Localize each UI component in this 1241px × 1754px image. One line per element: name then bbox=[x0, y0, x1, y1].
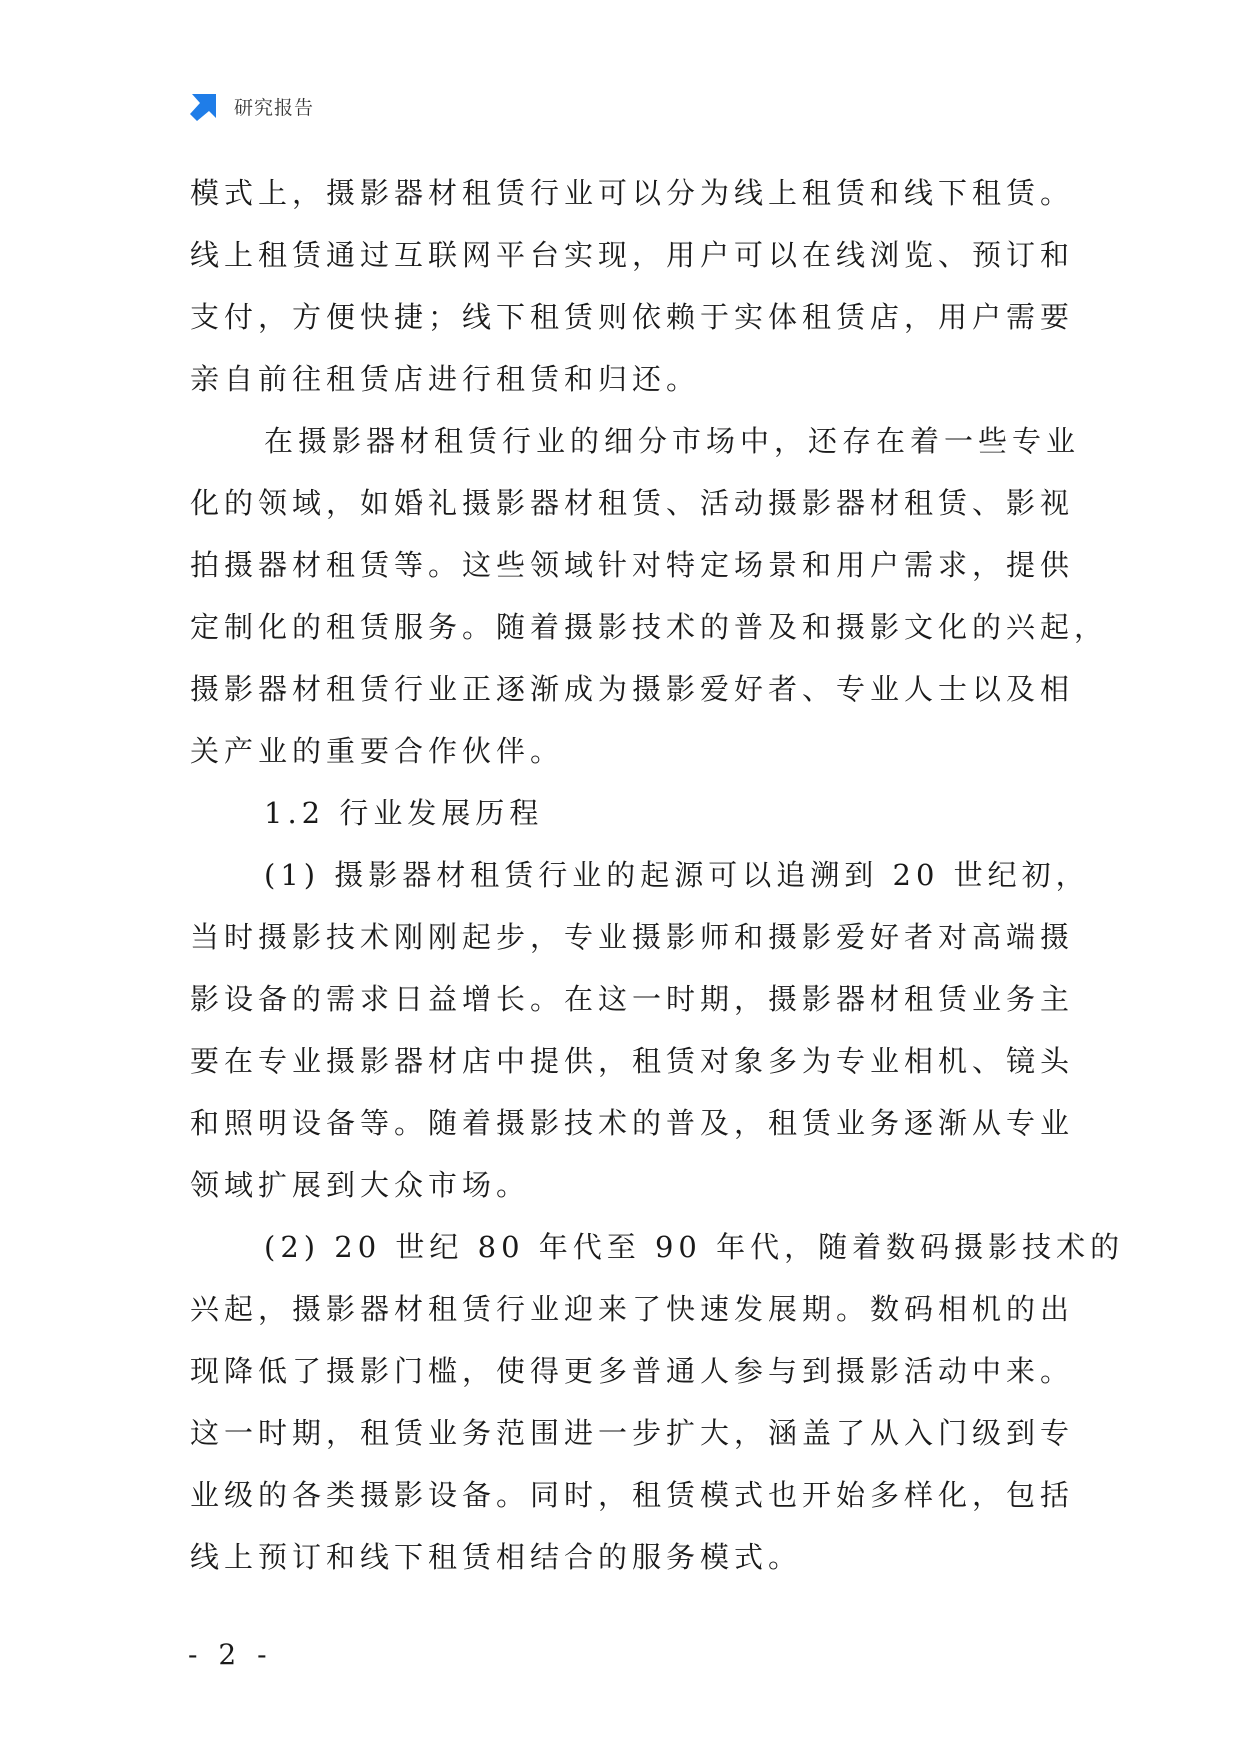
text-line: 兴起，摄影器材租赁行业迎来了快速发展期。数码相机的出 bbox=[190, 1292, 1075, 1326]
text-line: 亲自前往租赁店进行租赁和归还。 bbox=[190, 362, 701, 396]
text-line: 支付，方便快捷；线下租赁则依赖于实体租赁店，用户需要 bbox=[190, 300, 1075, 334]
paragraph-start-line: (1) 摄影器材租赁行业的起源可以追溯到 20 世纪初， bbox=[264, 858, 1090, 892]
arrow-up-right-icon bbox=[188, 90, 220, 122]
text-line: 当时摄影技术刚刚起步，专业摄影师和摄影爱好者对高端摄 bbox=[190, 920, 1075, 954]
text-line: 现降低了摄影门槛，使得更多普通人参与到摄影活动中来。 bbox=[190, 1354, 1075, 1388]
paragraph-start-line: (2) 20 世纪 80 年代至 90 年代，随着数码摄影技术的 bbox=[264, 1230, 1125, 1264]
report-header bbox=[188, 88, 314, 124]
text-line: 化的领域，如婚礼摄影器材租赁、活动摄影器材租赁、影视 bbox=[190, 486, 1075, 520]
text-line: 摄影器材租赁行业正逐渐成为摄影爱好者、专业人士以及相 bbox=[190, 672, 1075, 706]
page-number: - 2 - bbox=[188, 1638, 273, 1671]
text-line: 模式上，摄影器材租赁行业可以分为线上租赁和线下租赁。 bbox=[190, 176, 1075, 210]
text-line: 线上租赁通过互联网平台实现，用户可以在线浏览、预订和 bbox=[190, 238, 1075, 272]
text-line: 拍摄器材租赁等。这些领域针对特定场景和用户需求，提供 bbox=[190, 548, 1075, 582]
text-line: 业级的各类摄影设备。同时，租赁模式也开始多样化，包括 bbox=[190, 1478, 1075, 1512]
paragraph-start-line: 在摄影器材租赁行业的细分市场中，还存在着一些专业 bbox=[264, 424, 1081, 458]
text-line: 线上预订和线下租赁相结合的服务模式。 bbox=[190, 1540, 803, 1574]
text-line: 影设备的需求日益增长。在这一时期，摄影器材租赁业务主 bbox=[190, 982, 1075, 1016]
text-line: 领域扩展到大众市场。 bbox=[190, 1168, 531, 1202]
body-text bbox=[190, 162, 1125, 1588]
header-label: 研究报告 bbox=[234, 96, 315, 119]
text-line: 和照明设备等。随着摄影技术的普及，租赁业务逐渐从专业 bbox=[190, 1106, 1075, 1140]
text-line: 定制化的租赁服务。随着摄影技术的普及和摄影文化的兴起， bbox=[190, 610, 1109, 644]
section-heading: 1.2 行业发展历程 bbox=[264, 796, 544, 830]
text-line: 要在专业摄影器材店中提供，租赁对象多为专业相机、镜头 bbox=[190, 1044, 1075, 1078]
text-line: 关产业的重要合作伙伴。 bbox=[190, 734, 565, 768]
text-line: 这一时期，租赁业务范围进一步扩大，涵盖了从入门级到专 bbox=[190, 1416, 1075, 1450]
